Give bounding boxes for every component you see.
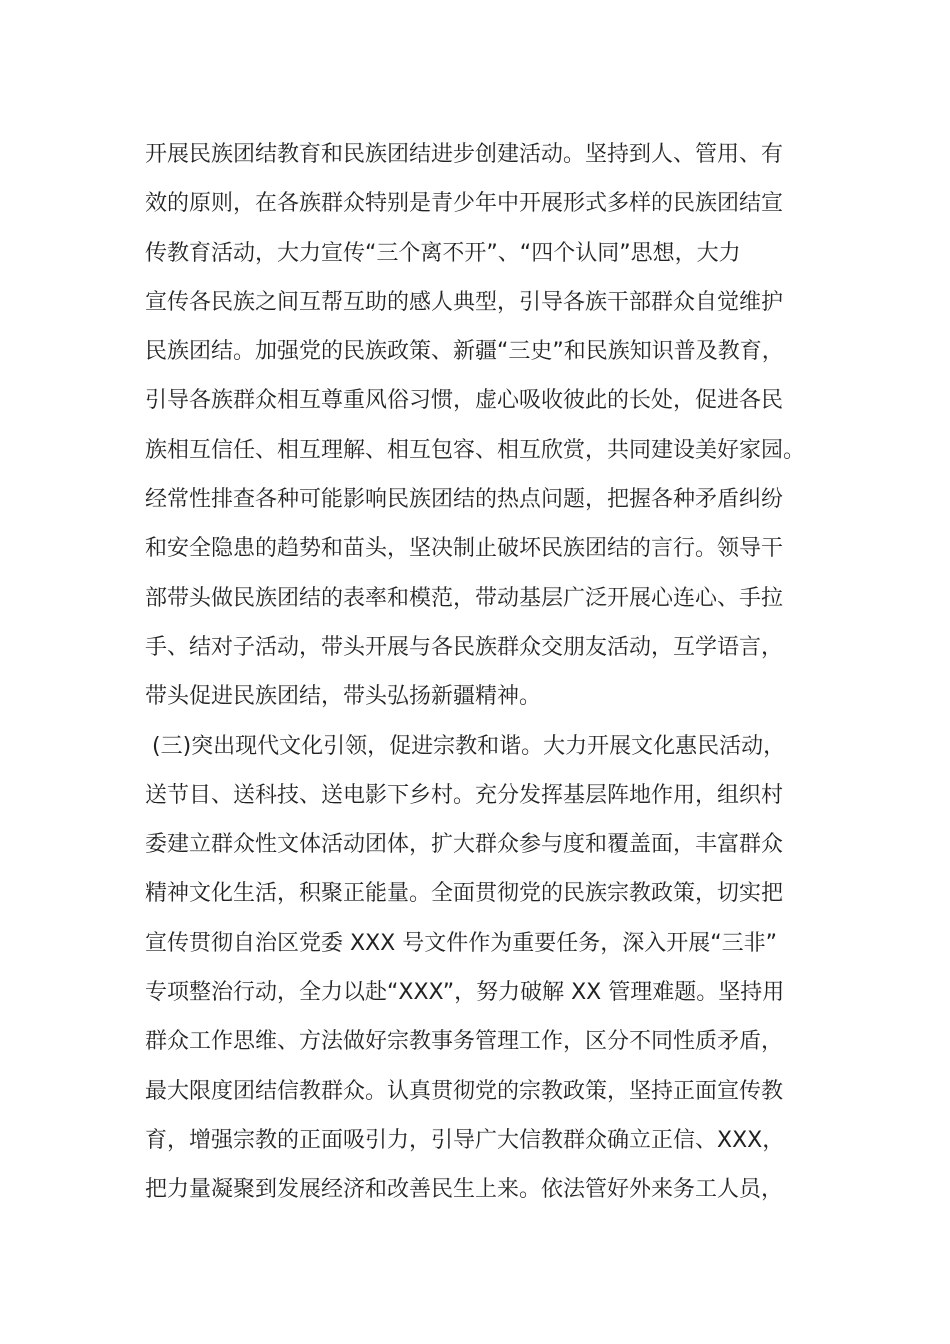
text-line: 民族团结。加强党的民族政策、新疆“三史”和民族知识普及教育， xyxy=(145,339,784,365)
text-line: 带头促进民族团结，带头弘扬新疆精神。 xyxy=(145,684,542,710)
text-line: 和安全隐患的趋势和苗头，坚决制止破坏民族团结的言行。领导干 xyxy=(145,536,784,562)
text-line: 手、结对子活动，带头开展与各民族群众交朋友活动，互学语言， xyxy=(145,634,784,660)
text-line: 效的原则，在各族群众特别是青少年中开展形式多样的民族团结宣 xyxy=(145,191,784,217)
text-line: 送节目、送科技、送电影下乡村。充分发挥基层阵地作用，组织村 xyxy=(145,782,784,808)
text-line: 传教育活动，大力宣传“三个离不开”、“四个认同”思想，大力 xyxy=(145,240,741,266)
text-line: 群众工作思维、方法做好宗教事务管理工作，区分不同性质矛盾， xyxy=(145,1029,784,1055)
text-line: 部带头做民族团结的表率和模范，带动基层广泛开展心连心、手拉 xyxy=(145,585,784,611)
text-line: 族相互信任、相互理解、相互包容、相互欣赏，共同建设美好家园。 xyxy=(145,437,806,463)
text-line: 委建立群众性文体活动团体，扩大群众参与度和覆盖面，丰富群众 xyxy=(145,832,784,858)
text-line: 宣传贯彻自治区党委 XXX 号文件作为重要任务，深入开展“三非” xyxy=(145,930,777,956)
text-line: 经常性排查各种可能影响民族团结的热点问题，把握各种矛盾纠纷 xyxy=(145,487,784,513)
text-line: 育，增强宗教的正面吸引力，引导广大信教群众确立正信、XXX， xyxy=(145,1127,785,1153)
text-line: 引导各族群众相互尊重风俗习惯，虚心吸收彼此的长处，促进各民 xyxy=(145,388,784,414)
text-line: 开展民族团结教育和民族团结进步创建活动。坚持到人、管用、有 xyxy=(145,142,784,167)
text-line: 最大限度团结信教群众。认真贯彻党的宗教政策，坚持正面宣传教 xyxy=(145,1078,784,1104)
text-line: 把力量凝聚到发展经济和改善民生上来。依法管好外来务工人员， xyxy=(145,1177,784,1203)
text-line: 专项整治行动，全力以赴“XXX”，努力破解 XX 管理难题。坚持用 xyxy=(145,980,785,1006)
body-text xyxy=(145,130,835,1215)
text-line: 宣传各民族之间互帮互助的感人典型，引导各族干部群众自觉维护 xyxy=(145,289,784,315)
section-heading-line: (三)突出现代文化引领，促进宗教和谐。大力开展文化惠民活动， xyxy=(145,733,786,759)
text-line: 精神文化生活，积聚正能量。全面贯彻党的民族宗教政策，切实把 xyxy=(145,881,784,907)
